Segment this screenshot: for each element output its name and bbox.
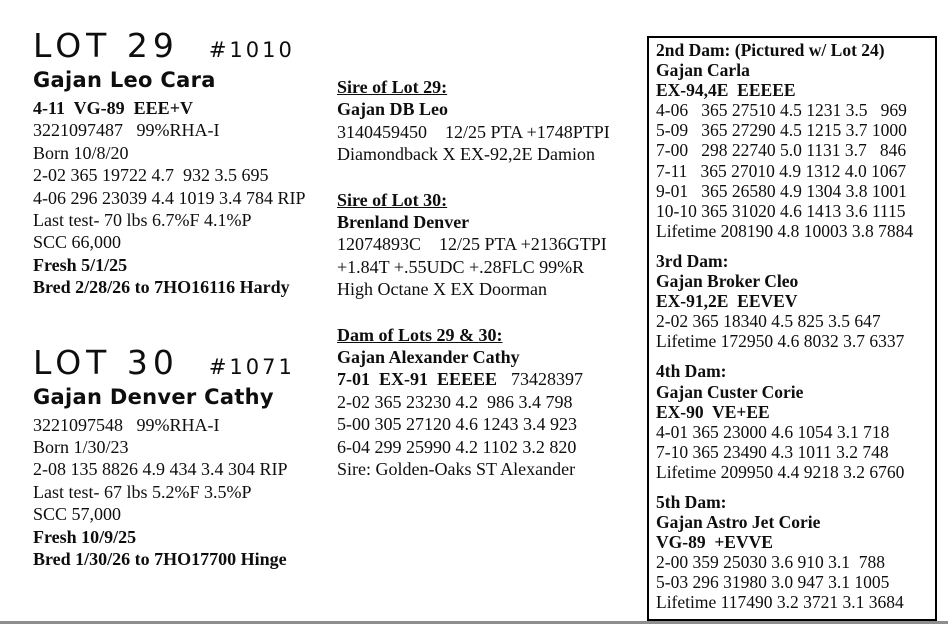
- third-dam-classification: EX-91,2E EEVEV: [656, 291, 798, 312]
- lot-29-record-1: 2-02 365 19722 4.7 932 3.5 695: [33, 165, 269, 186]
- second-dam-name: Gajan Carla: [656, 60, 750, 81]
- lot-30-record-1: 2-08 135 8826 4.9 434 3.4 304 RIP: [33, 459, 288, 480]
- second-dam-section: [656, 40, 928, 241]
- third-dam-section: [656, 251, 928, 351]
- lot-30-animal-name: Gajan Denver Cathy: [33, 384, 274, 409]
- second-dam-record-5: 9-01 365 26580 4.9 1304 3.8 1001: [656, 180, 907, 201]
- lot-29-section: [33, 26, 335, 299]
- dam-sire-line: Sire: Golden-Oaks ST Alexander: [337, 459, 576, 480]
- dam-record-2: 5-00 305 27120 4.6 1243 3.4 923: [337, 414, 577, 435]
- sire-29-name: Gajan DB Leo: [337, 99, 449, 120]
- lots-column: [33, 26, 335, 571]
- second-dam-record-2: 5-09 365 27290 4.5 1215 3.7 1000: [656, 120, 907, 141]
- fourth-dam-section: [656, 361, 928, 482]
- sire-29-pedigree: Diamondback X EX-92,2E Damion: [337, 144, 595, 165]
- dam-classification-line: [337, 368, 643, 390]
- fourth-dam-record-2: 7-10 365 23490 4.3 1011 3.2 748: [656, 441, 889, 462]
- lot-29-bred: Bred 2/28/26 to 7HO16116 Hardy: [33, 277, 290, 298]
- second-dam-lifetime: Lifetime 208190 4.8 10003 3.8 7884: [656, 220, 914, 241]
- lot-30-last-test: Last test- 67 lbs 5.2%F 3.5%P: [33, 481, 252, 502]
- dam-name: Gajan Alexander Cathy: [337, 347, 520, 368]
- lot-30-bred: Bred 1/30/26 to 7HO17700 Hinge: [33, 549, 287, 570]
- second-dam-record-6: 10-10 365 31020 4.6 1413 3.6 1115: [656, 200, 906, 221]
- lot-29-number: #1010: [208, 38, 295, 62]
- second-dam-record-4: 7-11 365 27010 4.9 1312 4.0 1067: [656, 160, 907, 181]
- sire-of-lot-30-section: [337, 189, 643, 301]
- sire-30-name: Brenland Denver: [337, 212, 470, 233]
- fourth-dam-classification: EX-90 VE+EE: [656, 401, 770, 422]
- second-dam-record-3: 7-00 298 22740 5.0 1131 3.7 846: [656, 140, 907, 161]
- lot-29-title-row: [33, 26, 335, 66]
- bottom-divider: [0, 621, 948, 624]
- dam-registration: 73428397: [511, 369, 584, 390]
- fourth-dam-heading: 4th Dam:: [656, 361, 727, 382]
- lot-29-record-2: 4-06 296 23039 4.4 1019 3.4 784 RIP: [33, 187, 306, 208]
- lot-30-number: #1071: [208, 354, 295, 379]
- lot-30-born: Born 1/30/23: [33, 437, 129, 458]
- fifth-dam-lifetime: Lifetime 117490 3.2 3721 3.1 3684: [656, 592, 904, 613]
- lot-29-classification: 4-11 VG-89 EEE+V: [33, 98, 193, 118]
- second-dam-heading: 2nd Dam: (Pictured w/ Lot 24): [656, 40, 885, 60]
- sire-30-traits: +1.84T +.55UDC +.28FLC 99%R: [337, 256, 585, 277]
- lot-30-title: LOT 30: [33, 342, 179, 382]
- fifth-dam-section: [656, 492, 928, 613]
- fifth-dam-classification: VG-89 +EVVE: [656, 532, 773, 553]
- lot-29-scc: SCC 66,000: [33, 232, 122, 253]
- lot-29-born: Born 10/8/20: [33, 142, 129, 163]
- fifth-dam-record-1: 2-00 359 25030 3.6 910 3.1 788: [656, 552, 885, 573]
- pedigree-column: [337, 76, 643, 481]
- dam-of-lots-section: [337, 324, 643, 481]
- fourth-dam-name: Gajan Custer Corie: [656, 381, 804, 402]
- lot-29-title: LOT 29: [33, 26, 179, 65]
- lot-29-last-test: Last test- 70 lbs 6.7%F 4.1%P: [33, 210, 252, 231]
- third-dam-name: Gajan Broker Cleo: [656, 271, 799, 292]
- dam-of-lots-heading: Dam of Lots 29 & 30:: [337, 324, 503, 345]
- sire-of-lot-29-section: [337, 76, 643, 166]
- lot-30-fresh: Fresh 10/9/25: [33, 526, 137, 547]
- extended-pedigree-box: [647, 36, 937, 621]
- second-dam-record-1: 4-06 365 27510 4.5 1231 3.5 969: [656, 100, 907, 121]
- lot-29-fresh: Fresh 5/1/25: [33, 254, 128, 275]
- sire-30-pedigree: High Octane X EX Doorman: [337, 279, 547, 300]
- lot-29-registration: 3221097487 99%RHA-I: [33, 120, 220, 141]
- sire-of-lot-30-heading: Sire of Lot 30:: [337, 189, 448, 210]
- lot-30-section: [33, 343, 335, 571]
- fifth-dam-name: Gajan Astro Jet Corie: [656, 512, 821, 533]
- second-dam-classification: EX-94,4E EEEEE: [656, 80, 796, 101]
- fourth-dam-record-1: 4-01 365 23000 4.6 1054 3.1 718: [656, 421, 890, 442]
- sire-29-id-pta: 3140459450 12/25 PTA +1748PTPI: [337, 121, 610, 142]
- lot-30-title-row: [33, 343, 335, 383]
- dam-record-1: 2-02 365 23230 4.2 986 3.4 798: [337, 391, 573, 412]
- third-dam-record-1: 2-02 365 18340 4.5 825 3.5 647: [656, 311, 881, 332]
- fifth-dam-record-2: 5-03 296 31980 3.0 947 3.1 1005: [656, 572, 890, 593]
- fourth-dam-lifetime: Lifetime 209950 4.4 9218 3.2 6760: [656, 461, 905, 482]
- fifth-dam-heading: 5th Dam:: [656, 491, 727, 512]
- third-dam-heading: 3rd Dam:: [656, 250, 729, 271]
- dam-classification: 7-01 EX-91 EEEEE: [337, 369, 498, 390]
- dam-record-3: 6-04 299 25990 4.2 1102 3.2 820: [337, 436, 577, 457]
- sire-30-id-pta: 12074893C 12/25 PTA +2136GTPI: [337, 234, 607, 255]
- third-dam-lifetime: Lifetime 172950 4.6 8032 3.7 6337: [656, 331, 905, 352]
- lot-30-registration: 3221097548 99%RHA-I: [33, 414, 220, 435]
- sire-of-lot-29-heading: Sire of Lot 29:: [337, 77, 448, 97]
- lot-29-animal-name: Gajan Leo Cara: [33, 68, 216, 92]
- lot-30-scc: SCC 57,000: [33, 504, 122, 525]
